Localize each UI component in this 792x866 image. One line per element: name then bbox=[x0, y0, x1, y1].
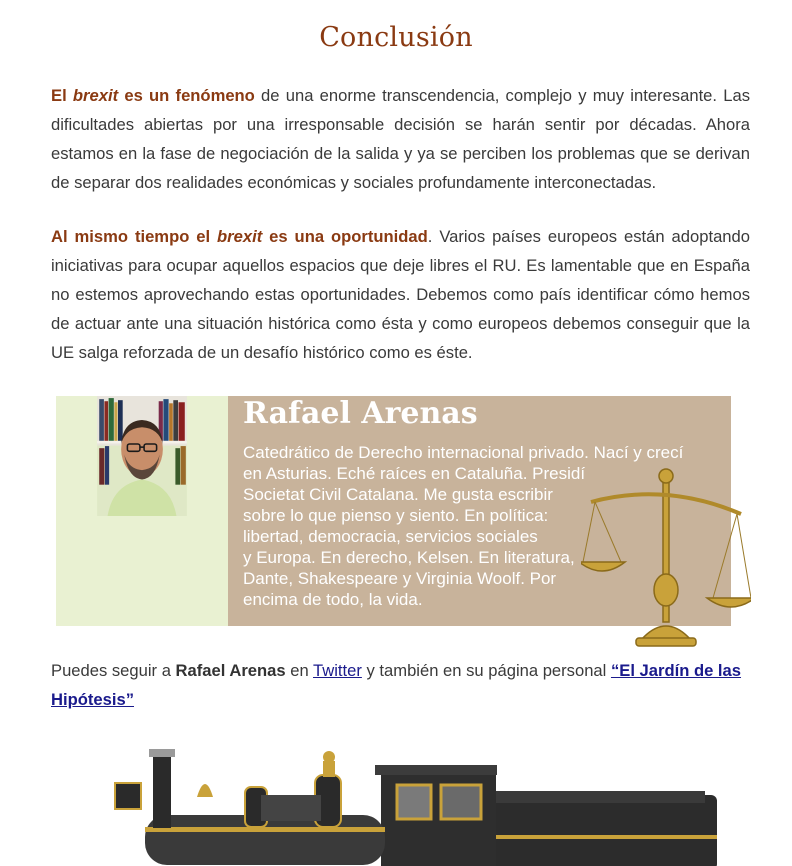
lead-text: Al mismo tiempo el bbox=[51, 227, 218, 246]
highlight-lead bbox=[51, 227, 428, 246]
follow-prefix: Puedes seguir a bbox=[51, 661, 176, 680]
lead-italic: brexit bbox=[72, 86, 119, 105]
lead-italic: brexit bbox=[217, 227, 263, 246]
justice-scales-image bbox=[581, 462, 751, 652]
follow-mid2: y también en su página personal bbox=[361, 661, 611, 680]
paragraph-brexit-opportunity bbox=[51, 222, 750, 367]
personal-site-link[interactable]: “El Jardín de las Hipótesis” bbox=[51, 661, 742, 709]
bio-line: en Asturias. Eché raíces en Cataluña. Presidí bbox=[243, 464, 586, 483]
bio-line: Catedrático de Derecho internacional privado. Nací y crecí bbox=[243, 443, 684, 462]
lead-text: El bbox=[51, 86, 73, 105]
author-photo bbox=[56, 396, 228, 626]
highlight-lead bbox=[51, 86, 255, 105]
bio-line: Societat Civil Catalana. Me gusta escribir bbox=[243, 485, 553, 504]
author-banner bbox=[56, 396, 731, 626]
follow-author-name: Rafael Arenas bbox=[175, 661, 286, 680]
bookshelf-image bbox=[56, 396, 228, 516]
paragraph-body: . Varios países europeos están adoptando iniciativas para ocupar aquellos espacios que deje libres el RU. Es lamentable que en España no estemos aprovechando estas oportunidades. Debemos como país identificar cómo hemos de actuar ante una situación histórica como ésta y como europeos debemos conseguir que la UE salga reforzada de un desafío histórico como es éste. bbox=[51, 227, 750, 362]
follow-mid: en bbox=[285, 661, 314, 680]
paragraph-brexit-phenomenon bbox=[51, 81, 750, 197]
bio-line: Dante, Shakespeare y Virginia Woolf. Por bbox=[243, 569, 557, 588]
bio-line: encima de todo, la vida. bbox=[243, 590, 423, 609]
follow-author-line bbox=[51, 656, 751, 714]
twitter-link[interactable]: Twitter bbox=[313, 661, 362, 680]
page-title: Conclusión bbox=[319, 22, 473, 53]
lead-text-2: es una oportunidad bbox=[262, 227, 428, 246]
lead-text-2: es un fenómeno bbox=[118, 86, 255, 105]
locomotive-image bbox=[85, 735, 735, 866]
paragraph-body: de una enorme transcendencia, complejo y muy interesante. Las dificultades abiertas por una irresponsable decisión se harán sentir por décadas. Ahora estamos en la fase de negociación de la salida y ya se perciben los problemas que se derivan de separar dos realidades económicas y sociales profundamente interconectadas. bbox=[51, 86, 751, 192]
bio-line: y Europa. En derecho, Kelsen. En literatura, bbox=[243, 548, 575, 567]
bio-line: sobre lo que pienso y siento. En política: bbox=[243, 506, 549, 525]
author-name: Rafael Arenas bbox=[243, 396, 478, 431]
bio-line: libertad, democracia, servicios sociales bbox=[243, 527, 538, 546]
